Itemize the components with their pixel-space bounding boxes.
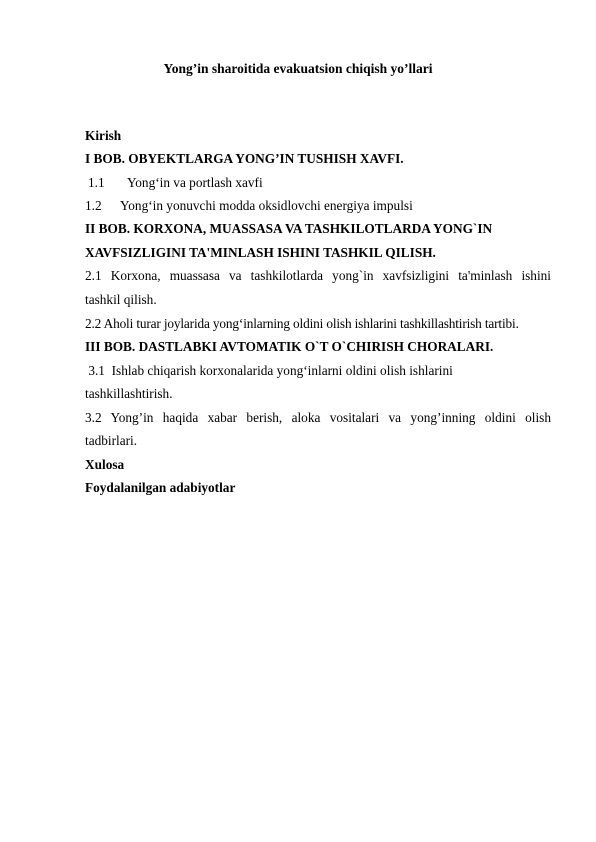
section-text: Yong‘in yonuvchi modda oksidlovchi energiya impulsi [120,198,413,213]
section-number: 1.2 [85,198,102,213]
toc-section-1-2 [85,198,413,214]
section-text: Yong‘in va portlash xavfi [127,175,263,190]
toc-section-3-2-line-1: 3.2 Yong’in haqida xabar berish, aloka vositalari va yong’inning oldini olish [85,410,551,425]
toc-section-3-1-line-2: tashkillashtirish. [85,386,173,401]
section-number: 1.1 [88,175,105,190]
toc-conclusion: Xulosa [85,457,125,472]
toc-chapter-2-line-1: II BOB. KORXONA, MUASSASA VA TASHKILOTLARDA YONG`IN [85,221,493,236]
toc-section-1-1 [85,175,263,191]
toc-section-3-2-line-2: tadbirlari. [85,433,138,448]
toc-intro: Kirish [85,128,122,143]
document-title: Yong’in sharoitida evakuatsion chiqish yo’llari [163,61,433,76]
toc-section-3-1-line-1: 3.1 Ishlab chiqarish korxonalarida yong‘inlarni oldini olish ishlarini [85,363,453,378]
toc-chapter-3: III BOB. DASTLABKI AVTOMATIK O`T O`CHIRISH CHORALARI. [85,339,494,354]
toc-section-2-2: 2.2 Aholi turar joylarida yong‘inlarning oldini olish ishlarini tashkillashtirish tartibi. [85,316,519,331]
toc-chapter-2-line-2: XAVFSIZLIGINI TA'MINLASH ISHINI TASHKIL QILISH. [85,245,436,260]
toc-references: Foydalanilgan adabiyotlar [85,480,236,495]
toc-section-2-1-line-2: tashkil qilish. [85,292,157,307]
toc-chapter-1: I BOB. OBYEKTLARGA YONG’IN TUSHISH XAVFI. [85,151,404,166]
toc-section-2-1-line-1: 2.1 Korxona, muassasa va tashkilotlarda yong`in xavfsizligini ta'minlash ishini [85,268,551,283]
